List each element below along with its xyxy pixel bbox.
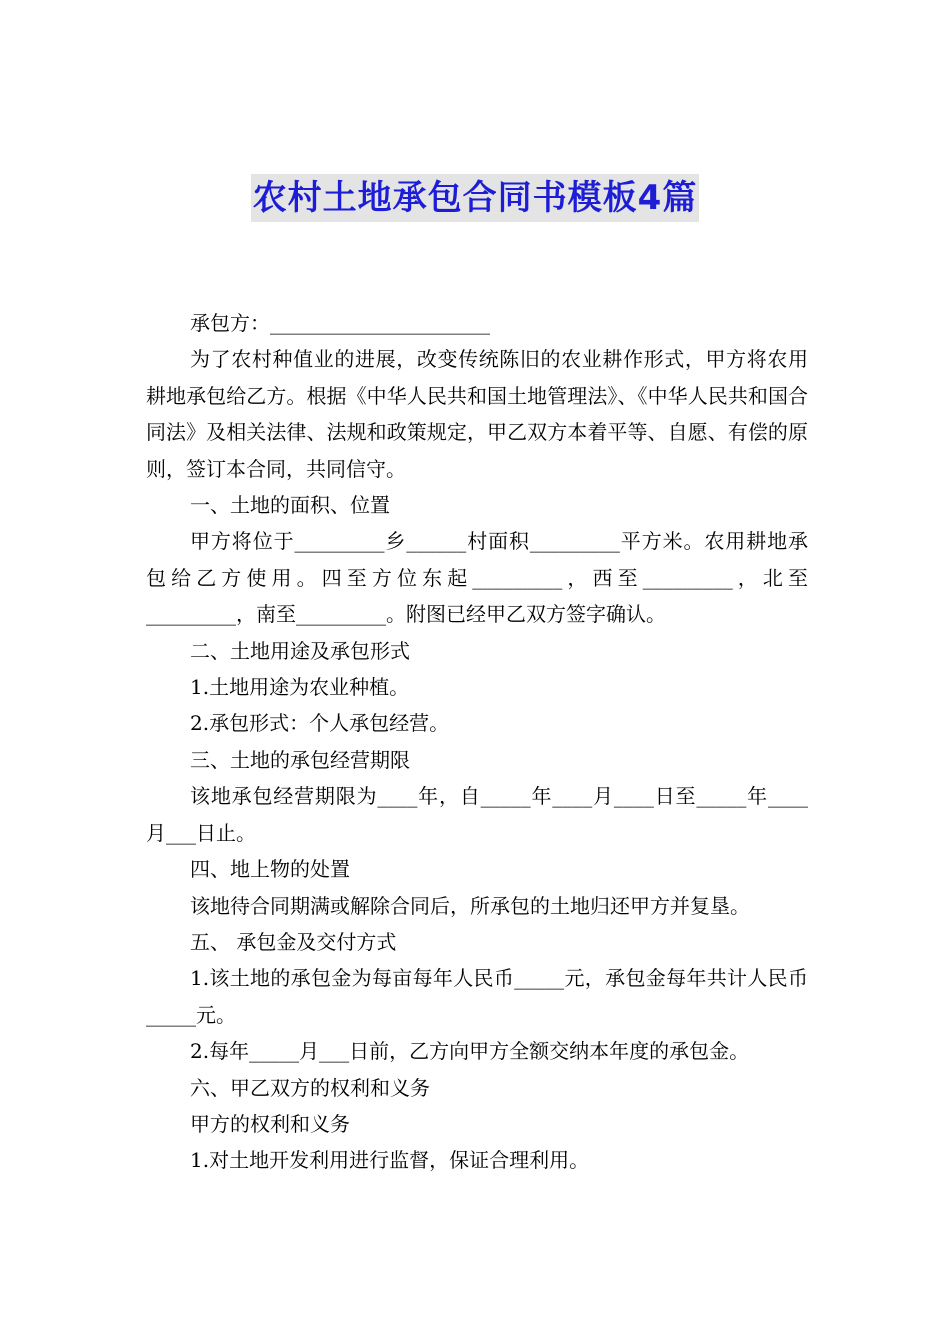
section-heading-4: 四、地上物的处置 — [190, 857, 350, 882]
section-2-item-1: 1.土地用途为农业种植。 — [190, 675, 410, 700]
section-5-item-2: 2.每年_____月___日前，乙方向甲方全额交纳本年度的承包金。 — [190, 1039, 750, 1064]
section-4-paragraph: 该地待合同期满或解除合同后，所承包的土地归还甲方并复垦。 — [190, 893, 750, 918]
contractor-line: 承包方：______________________ — [190, 311, 490, 335]
document-title-text: 农村土地承包合同书模板4篇 — [251, 174, 700, 222]
section-heading-3: 三、土地的承包经营期限 — [190, 747, 410, 772]
section-heading-1: 一、土地的面积、位置 — [190, 493, 390, 518]
section-2-item-2: 2.承包形式：个人承包经营。 — [190, 711, 450, 736]
section-5-item-1: 1.该土地的承包金为每亩每年人民币_____元，承包金每年共计人民币_____元。 — [146, 966, 808, 1027]
document-body — [146, 305, 808, 1179]
preamble-paragraph: 为了农村种值业的进展，改变传统陈旧的农业耕作形式，甲方将农用耕地承包给乙方。根据《中华人民共和国土地管理法》、《中华人民共和国合同法》及相关法律、法规和政策规定，甲乙双方本着平等、自愿、有偿的原则，签订本合同，共同信守。 — [146, 347, 808, 481]
section-3-paragraph: 该地承包经营期限为____年，自_____年____月____日至_____年____月___日止。 — [146, 784, 808, 845]
section-heading-2: 二、土地用途及承包形式 — [190, 638, 410, 663]
section-heading-5: 五、 承包金及交付方式 — [190, 929, 397, 954]
party-a-heading: 甲方的权利和义务 — [190, 1111, 350, 1136]
section-1-paragraph: 甲方将位于_________乡______村面积_________平方米。农用耕地承包给乙方使用。四至方位东起_________，西至_________，北至_________，南至_________。附图已经甲乙双方签字确认。 — [146, 529, 808, 627]
section-heading-6: 六、甲乙双方的权利和义务 — [190, 1075, 430, 1100]
document-title — [0, 174, 950, 222]
party-a-item-1: 1.对土地开发利用进行监督，保证合理利用。 — [190, 1148, 590, 1173]
